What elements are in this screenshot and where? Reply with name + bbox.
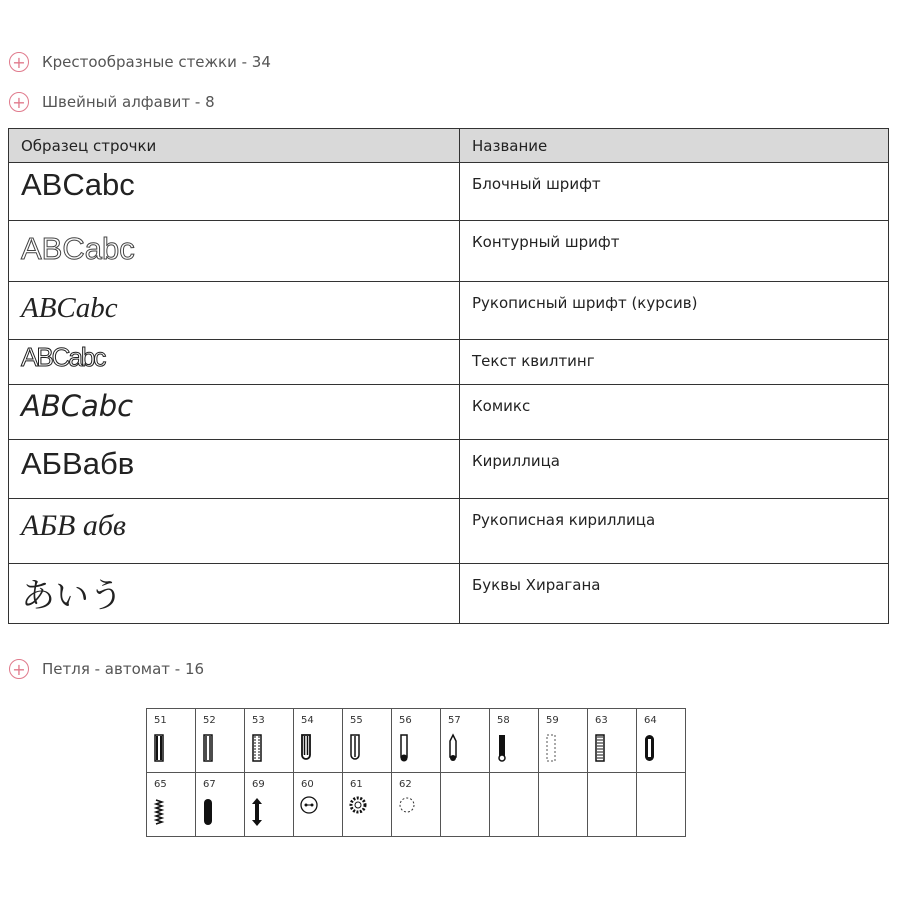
stitch-number: 56 (399, 715, 412, 726)
buttonhole-cell (294, 773, 343, 837)
table-row (9, 163, 889, 221)
font-name: Буквы Хирагана (460, 564, 889, 624)
stitch-number: 64 (644, 715, 657, 726)
plus-icon[interactable]: + (9, 92, 29, 112)
buttonhole-round-end-icon (300, 733, 314, 763)
buttonhole-keyhole-icon (398, 733, 412, 763)
font-sample: АБВабв (21, 446, 135, 481)
buttonhole-cell (637, 709, 686, 773)
eyelet-icon (349, 795, 369, 819)
stitch-number: 55 (350, 715, 363, 726)
sample-cell (9, 221, 460, 282)
eyelet-outline-icon (398, 795, 418, 819)
font-sample: ABCabc (21, 342, 105, 372)
stitch-number: 63 (595, 715, 608, 726)
buttonhole-cell (196, 773, 245, 837)
table-row (9, 440, 889, 499)
table-header-row (9, 129, 889, 163)
buttonhole-zigzag-icon (153, 797, 167, 827)
buttonhole-basting-icon (545, 733, 559, 763)
sample-cell (9, 499, 460, 564)
sample-cell (9, 163, 460, 221)
accordion-cross-stitch[interactable] (9, 52, 271, 72)
buttonhole-standard-icon (202, 733, 216, 763)
font-sample: ABCabc (21, 389, 134, 423)
sample-cell (9, 385, 460, 440)
buttonhole-row (147, 709, 686, 773)
font-sample: ABCabc (21, 292, 118, 324)
stitch-number: 61 (350, 779, 363, 790)
buttonhole-cell (245, 773, 294, 837)
stitch-number: 51 (154, 715, 167, 726)
buttonhole-round-end-icon (349, 733, 363, 763)
stitch-number: 52 (203, 715, 216, 726)
sample-cell (9, 340, 460, 385)
stitch-number: 59 (546, 715, 559, 726)
font-name: Текст квилтинг (460, 340, 889, 385)
font-sample: あいう (21, 576, 123, 616)
plus-icon[interactable]: + (9, 659, 29, 679)
table-row (9, 564, 889, 624)
stitch-number: 69 (252, 779, 265, 790)
plus-icon[interactable]: + (9, 52, 29, 72)
buttonhole-keyhole-icon (447, 733, 461, 763)
stitch-number: 62 (399, 779, 412, 790)
buttonhole-cell (539, 709, 588, 773)
buttonhole-cell-empty (588, 773, 637, 837)
buttonhole-arrow-icon (251, 797, 265, 827)
font-name: Контурный шрифт (460, 221, 889, 282)
stitch-number: 54 (301, 715, 314, 726)
sample-cell (9, 282, 460, 340)
buttonhole-cell-empty (441, 773, 490, 837)
buttonhole-cell (294, 709, 343, 773)
sample-cell (9, 440, 460, 499)
buttonhole-stretch-icon (251, 733, 265, 763)
column-header-name: Название (460, 129, 889, 163)
buttonhole-cell (196, 709, 245, 773)
table-row (9, 221, 889, 282)
buttonhole-keyhole-icon (496, 733, 510, 763)
buttonhole-cell (343, 709, 392, 773)
font-name: Рукописный шрифт (курсив) (460, 282, 889, 340)
buttonhole-cell (441, 709, 490, 773)
buttonhole-cell-empty (539, 773, 588, 837)
buttonhole-cell (392, 773, 441, 837)
stitch-number: 58 (497, 715, 510, 726)
buttonhole-cell (147, 773, 196, 837)
font-sample: АБВ абв (21, 509, 126, 542)
font-name: Рукописная кириллица (460, 499, 889, 564)
sew-on-button-icon (300, 795, 320, 819)
font-name: Кириллица (460, 440, 889, 499)
table-row (9, 340, 889, 385)
accordion-label[interactable]: Крестообразные стежки - 34 (42, 53, 271, 71)
stitch-number: 67 (203, 779, 216, 790)
accordion-label[interactable]: Швейный алфавит - 8 (42, 93, 215, 111)
buttonhole-heirloom-icon (594, 733, 608, 763)
table-row (9, 499, 889, 564)
buttonhole-cell-empty (490, 773, 539, 837)
buttonhole-cell (147, 709, 196, 773)
buttonhole-cell (588, 709, 637, 773)
buttonhole-row (147, 773, 686, 837)
accordion-alphabet[interactable] (9, 92, 215, 112)
sample-cell (9, 564, 460, 624)
font-name: Блочный шрифт (460, 163, 889, 221)
buttonhole-solid-icon (202, 797, 216, 827)
stitch-number: 53 (252, 715, 265, 726)
font-sample: ABCabc (21, 231, 135, 266)
column-header-sample: Образец строчки (9, 129, 460, 163)
buttonhole-grid (146, 708, 686, 837)
font-sample: ABCabc (21, 167, 135, 202)
table-row (9, 385, 889, 440)
buttonhole-narrow-icon (153, 733, 167, 763)
stitch-number: 65 (154, 779, 167, 790)
stitch-number: 60 (301, 779, 314, 790)
buttonhole-cell (392, 709, 441, 773)
accordion-buttonhole[interactable] (9, 659, 204, 679)
font-name: Комикс (460, 385, 889, 440)
stitch-number: 57 (448, 715, 461, 726)
buttonhole-cell-empty (637, 773, 686, 837)
table-row (9, 282, 889, 340)
buttonhole-bound-icon (643, 733, 657, 763)
fonts-table (8, 128, 889, 624)
buttonhole-cell (245, 709, 294, 773)
buttonhole-cell (490, 709, 539, 773)
buttonhole-cell (343, 773, 392, 837)
accordion-label[interactable]: Петля - автомат - 16 (42, 660, 205, 678)
